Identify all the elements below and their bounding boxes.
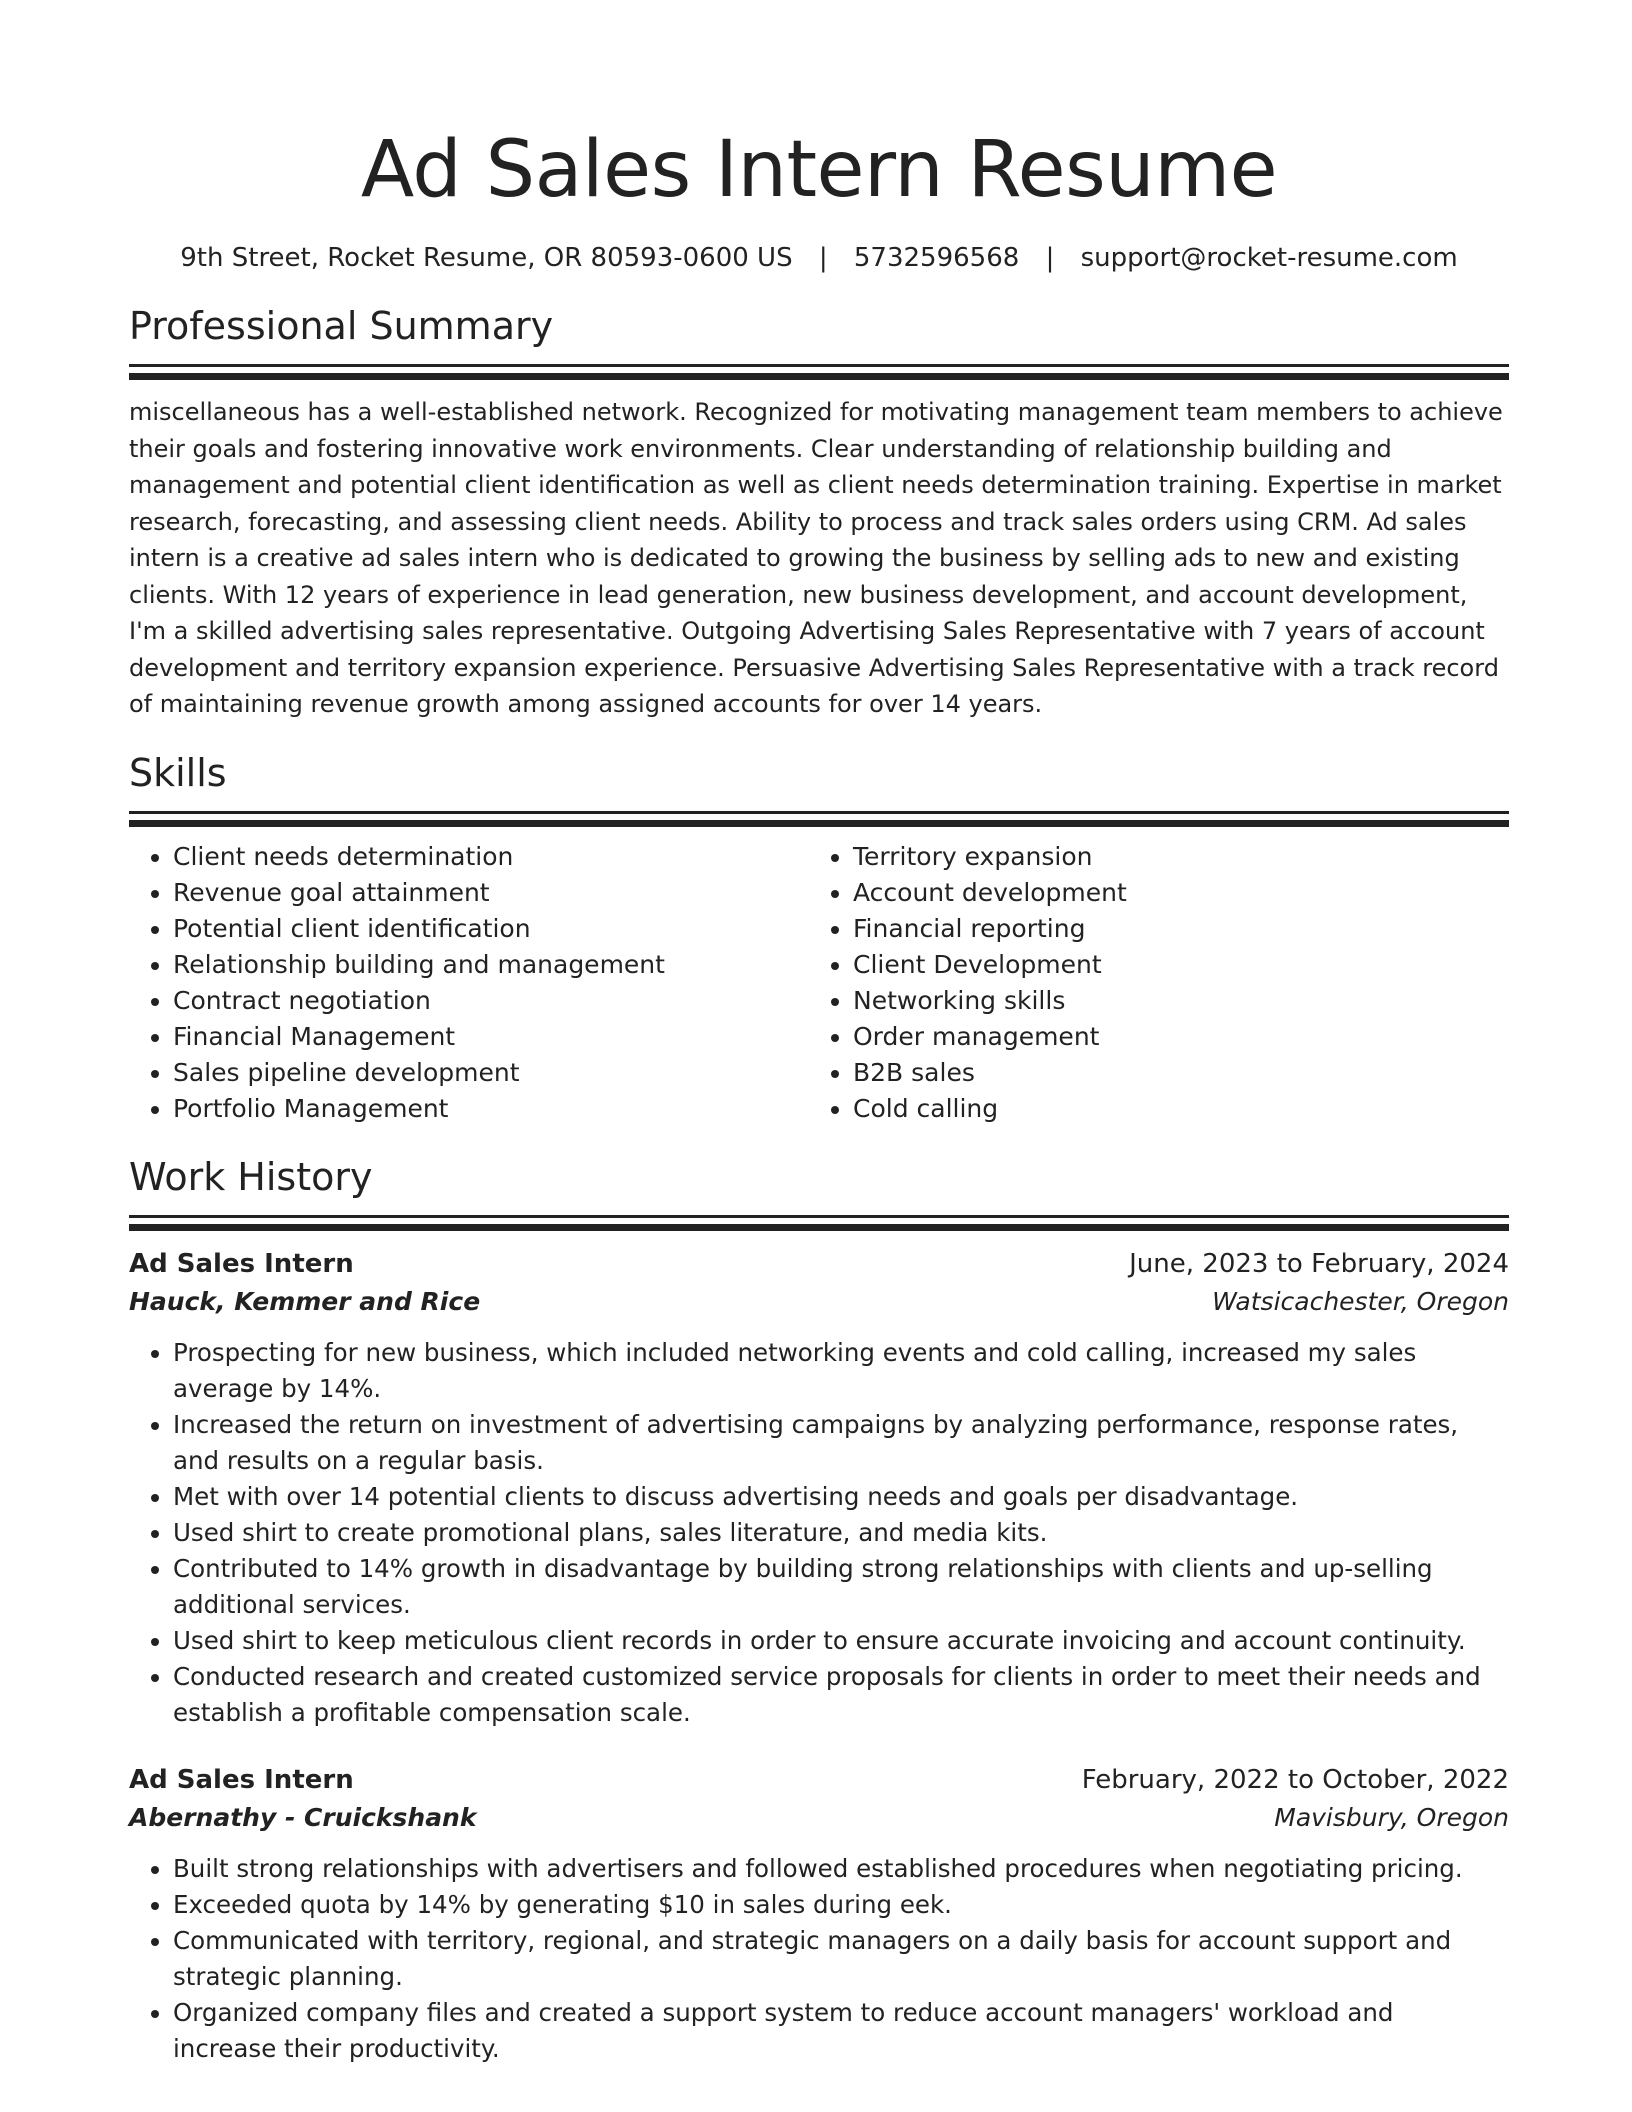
skill-item: • Potential client identification: [173, 911, 809, 947]
job-bullet: • Exceeded quota by 14% by generating $10 in sales during eek.: [173, 1887, 1509, 1923]
job-bullet: • Met with over 14 potential clients to discuss advertising needs and goals per disadvantage.: [173, 1479, 1509, 1515]
skill-item: • Cold calling: [853, 1091, 1503, 1127]
skill-item: • B2B sales: [853, 1055, 1503, 1091]
resume-title: Ad Sales Intern Resume: [360, 125, 1278, 215]
skills-columns: [129, 839, 1509, 1127]
resume-page: [129, 0, 1509, 2067]
skills-right-list: [809, 839, 1503, 1127]
job-entry: [129, 1761, 1509, 2067]
contact-address: 9th Street, Rocket Resume, OR 80593-0600 US: [180, 243, 793, 273]
skill-item: • Client Development: [853, 947, 1503, 983]
job-bullet: • Used shirt to keep meticulous client records in order to ensure accurate invoicing and account continuity.: [173, 1623, 1509, 1659]
job-bullet: • Communicated with territory, regional, and strategic managers on a daily basis for account support and strategic planning.: [173, 1923, 1509, 1995]
skills-left-list: [129, 839, 809, 1127]
job-bullet: • Used shirt to create promotional plans, sales literature, and media kits.: [173, 1515, 1509, 1551]
job-bullet: • Increased the return on investment of advertising campaigns by analyzing performance, response rates, and results on a regular basis.: [173, 1407, 1509, 1479]
job-company: Hauck, Kemmer and Rice: [129, 1286, 481, 1316]
section-divider: [129, 1215, 1509, 1231]
job-title: Ad Sales Intern: [129, 1764, 354, 1795]
job-dates: February, 2022 to October, 2022: [1081, 1764, 1509, 1795]
job-bullets: [129, 1851, 1509, 2067]
work-heading: Work History: [129, 1154, 373, 1199]
skill-item: • Financial Management: [173, 1019, 809, 1055]
job-title: Ad Sales Intern: [129, 1248, 354, 1279]
job-bullet: • Built strong relationships with advertisers and followed established procedures when negotiating pricing.: [173, 1851, 1509, 1887]
skill-item: • Sales pipeline development: [173, 1055, 809, 1091]
job-bullet: • Conducted research and created customized service proposals for clients in order to meet their needs and establish a profitable compensation scale.: [173, 1659, 1509, 1731]
job-bullet: • Prospecting for new business, which included networking events and cold calling, increased my sales average by 14%.: [173, 1335, 1509, 1407]
job-company: Abernathy - Cruickshank: [129, 1802, 477, 1832]
contact-line: [129, 240, 1509, 276]
skills-heading: Skills: [129, 750, 227, 795]
skill-item: • Client needs determination: [173, 839, 809, 875]
skill-item: • Networking skills: [853, 983, 1503, 1019]
summary-section: [129, 302, 1509, 723]
skill-item: • Relationship building and management: [173, 947, 809, 983]
job-bullet: • Contributed to 14% growth in disadvantage by building strong relationships with clients and up-selling additional services.: [173, 1551, 1509, 1623]
skill-item: • Revenue goal attainment: [173, 875, 809, 911]
skill-item: • Account development: [853, 875, 1503, 911]
contact-phone: 5732596568: [853, 243, 1020, 273]
job-bullet: • Organized company files and created a support system to reduce account managers' workload and increase their productivity.: [173, 1995, 1509, 2067]
contact-email: support@rocket-resume.com: [1080, 243, 1458, 273]
skill-item: • Order management: [853, 1019, 1503, 1055]
skill-item: • Portfolio Management: [173, 1091, 809, 1127]
summary-heading: Professional Summary: [129, 304, 554, 348]
skill-item: • Territory expansion: [853, 839, 1503, 875]
job-bullets: [129, 1335, 1509, 1731]
job-location: Mavisbury, Oregon: [1274, 1802, 1509, 1832]
job-entry: [129, 1245, 1509, 1731]
summary-text: miscellaneous has a well-established network. Recognized for motivating management team members to achieve their goals and fostering innovative work environments. Clear understanding of relationship building and management and potential client identification as well as client needs determination training. Expertise in market research, forecasting, and assessing client needs. Ability to process and track sales orders using CRM. Ad sales intern is a creative ad sales intern who is dedicated to growing the business by selling ads to new and existing clients. With 12 years of experience in lead generation, new business development, and account development, I'm a skilled advertising sales representative. Outgoing Advertising Sales Representative with 7 years of account development and territory expansion experience. Persuasive Advertising Sales Representative with a track record of maintaining revenue growth among assigned accounts for over 14 years.: [129, 398, 1503, 718]
contact-separator: |: [1045, 243, 1055, 273]
skill-item: • Financial reporting: [853, 911, 1503, 947]
section-divider: [129, 811, 1509, 827]
job-header: [129, 1245, 1509, 1283]
job-location: Watsicachester, Oregon: [1212, 1286, 1509, 1316]
skills-section: [129, 749, 1509, 1127]
contact-separator: |: [818, 243, 828, 273]
skill-item: • Contract negotiation: [173, 983, 809, 1019]
job-subheader: [129, 1799, 1509, 1837]
work-section: [129, 1153, 1509, 2067]
job-dates: June, 2023 to February, 2024: [1129, 1248, 1509, 1279]
job-subheader: [129, 1283, 1509, 1321]
job-header: [129, 1761, 1509, 1799]
section-divider: [129, 364, 1509, 380]
